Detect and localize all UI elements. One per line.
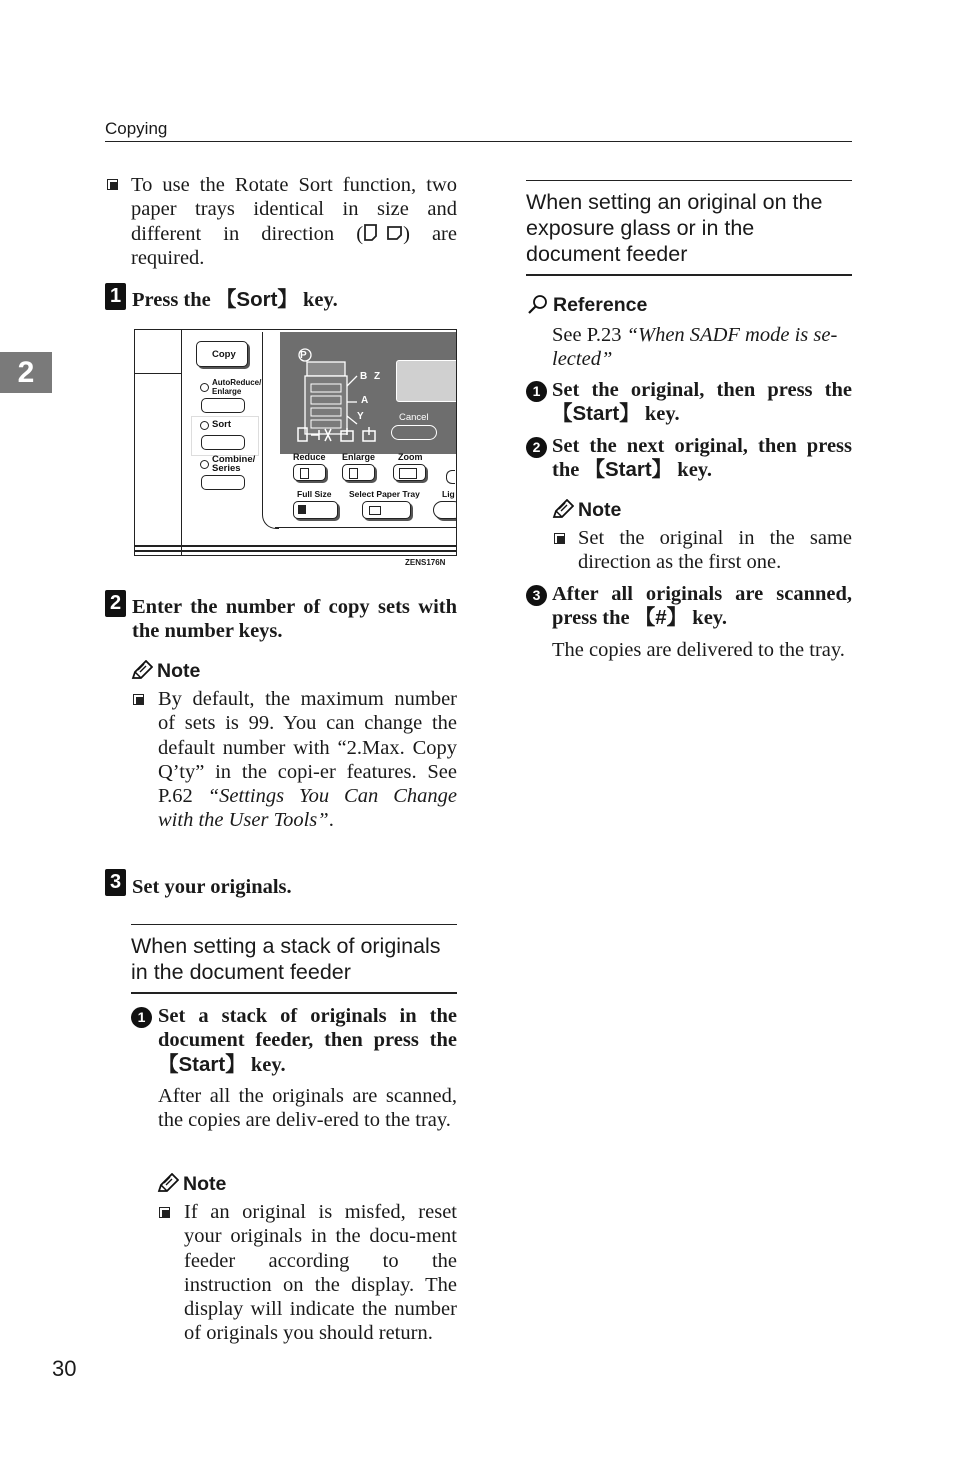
mode-b-label: B: [360, 371, 368, 382]
note1-body: By default, the maximum number of sets is 99. You can change the default number with “2.Max. Copy Q’ty” in the copi-er features. See P.62: [158, 688, 457, 808]
start-key-label: 【Start】: [552, 402, 640, 426]
section-title: When setting a stack of originals in the document feeder: [131, 934, 441, 984]
sort-key-label: 【Sort】: [215, 288, 298, 311]
select-paper-tray-label: Select Paper Tray: [349, 489, 420, 499]
combine-series-button[interactable]: [201, 475, 245, 490]
page-number: 30: [52, 1356, 77, 1381]
step1-instruction: [132, 288, 338, 312]
reduce-label: Reduce: [293, 452, 326, 462]
enlarge-label: Enlarge: [342, 452, 376, 462]
section-bottom-rule: [131, 992, 457, 994]
zoom-button[interactable]: [393, 464, 426, 481]
note-heading-text: Note: [183, 1173, 227, 1195]
step2-instruction: Enter the number of copy sets with the number keys.: [132, 596, 457, 643]
right-substep2-instruction: [552, 434, 852, 483]
note-heading: [157, 1173, 226, 1196]
note-heading: [131, 660, 200, 683]
paper-orientation-icon: [363, 224, 403, 242]
substep-number-1: 1: [131, 1007, 152, 1028]
copy-button-label: Copy: [212, 349, 236, 360]
led-indicator: [200, 383, 209, 392]
right-substep2-post: key.: [672, 459, 713, 482]
pencil-icon: [552, 499, 574, 519]
auto-reduce-label-2: Enlarge: [212, 387, 242, 396]
note-heading-text: Note: [157, 660, 201, 682]
magnifier-icon: [527, 294, 549, 314]
substep1-instruction: [158, 1004, 457, 1077]
panel-line: [135, 550, 456, 552]
mode-z-label: Z: [374, 371, 381, 382]
right-substep2-pre: Set the next original, then press the: [552, 435, 852, 482]
section-top-rule: [526, 180, 852, 181]
mode-p-label: P: [300, 350, 307, 361]
step-number-1: 1: [105, 283, 126, 310]
start-key-label: 【Start】: [584, 458, 673, 482]
pencil-icon: [131, 660, 153, 680]
right-substep1-instruction: [552, 378, 852, 427]
copy-button[interactable]: [196, 341, 248, 367]
panel-divider: [181, 330, 182, 555]
pencil-icon: [157, 1173, 179, 1193]
right-substep1-post: key.: [639, 403, 680, 426]
sort-label: Sort: [212, 419, 231, 430]
panel-line: [275, 527, 457, 528]
right-substep3-result: The copies are delivered to the tray.: [552, 639, 845, 661]
checkbox-icon: [554, 533, 565, 544]
full-size-label: Full Size: [297, 489, 332, 499]
section-title: When setting an original on the exposure glass or in the document feeder: [526, 190, 823, 266]
substep-number-1: 1: [526, 381, 547, 402]
reduce-button[interactable]: [293, 464, 326, 481]
intro-note: [131, 173, 457, 270]
right-substep1-pre: Set the original, then press the: [552, 379, 852, 401]
lighter-button[interactable]: [433, 501, 457, 519]
checkbox-icon: [107, 179, 118, 190]
substep1-pre: Set a stack of originals in the document feeder, then press the: [158, 1005, 457, 1052]
step-number-2: 2: [105, 590, 126, 617]
substep1-post: key.: [245, 1053, 286, 1076]
right-substep3-pre: After all originals are scanned, press the: [552, 583, 852, 630]
hash-key-label: 【#】: [634, 606, 688, 630]
start-key-label: 【Start】: [158, 1052, 246, 1076]
note1-end: .: [328, 809, 334, 832]
cancel-label: Cancel: [399, 412, 429, 423]
right-substep3-instruction: [552, 582, 852, 631]
section-bottom-rule: [526, 274, 852, 276]
step3-instruction: Set your originals.: [132, 876, 292, 898]
right-note-text: Set the original in the same direction as the first one.: [578, 527, 852, 574]
step1-pre: Press the: [132, 289, 216, 311]
status-icons-row-icon: [297, 426, 383, 444]
checkbox-icon: [159, 1207, 170, 1218]
reference-link: “When SADF mode is se-lected”: [552, 324, 838, 371]
mode-a-label: A: [361, 395, 369, 406]
lighter-partial-icon: [446, 470, 455, 484]
lighter-label: Lig: [442, 489, 455, 499]
mode-y-label: Y: [357, 411, 364, 422]
led-indicator: [200, 421, 209, 430]
combine-label: Combine/: [212, 454, 256, 465]
intro-note-end: ) are required.: [131, 222, 457, 269]
reference-heading-text: Reference: [553, 294, 648, 316]
enlarge-button[interactable]: [342, 464, 375, 481]
cancel-button[interactable]: [391, 425, 437, 440]
panel-curve: [262, 332, 279, 529]
auto-reduce-label: AutoReduce/: [212, 378, 262, 387]
substep-number-3: 3: [526, 585, 547, 606]
note-heading-text: Note: [578, 499, 622, 521]
note2-text: If an original is misfed, reset your originals in the docu-ment feeder according to the instruction on the display. The display will indicate the number of originals you should return.: [184, 1201, 457, 1345]
select-paper-tray-button[interactable]: [362, 501, 411, 519]
running-header: Copying: [105, 119, 168, 138]
reference-pre: See P.23: [552, 324, 627, 346]
zoom-label: Zoom: [398, 452, 423, 462]
note-heading: [552, 499, 621, 522]
sort-button[interactable]: [201, 435, 245, 450]
intro-note-text: To use the Rotate Sort function, two paper trays identical in size and different in direction (: [131, 174, 457, 245]
operation-panel-figure: [134, 329, 457, 556]
step1-post: key.: [297, 289, 338, 311]
lcd-display: [396, 360, 457, 402]
right-substep3-post: key.: [687, 607, 728, 630]
note1-text: [158, 687, 457, 833]
header-rule: [105, 141, 852, 142]
substep-number-2: 2: [526, 437, 547, 458]
step-number-3: 3: [105, 869, 126, 896]
reference-heading: [527, 294, 647, 317]
series-label: Series: [212, 463, 241, 474]
chapter-tab: 2: [0, 352, 52, 393]
panel-line: [135, 545, 456, 547]
panel-divider: [135, 373, 181, 374]
full-size-button[interactable]: [293, 501, 338, 519]
reference-text: [552, 323, 852, 372]
figure-caption: ZENS176N: [405, 558, 446, 567]
note1-link: “Settings You Can Change with the User Tools”: [158, 785, 457, 832]
led-indicator: [200, 460, 209, 469]
auto-reduce-button[interactable]: [201, 398, 245, 413]
section-top-rule: [131, 924, 457, 925]
substep1-result: After all the originals are scanned, the copies are deliv-ered to the tray.: [158, 1085, 457, 1132]
checkbox-icon: [133, 694, 144, 705]
